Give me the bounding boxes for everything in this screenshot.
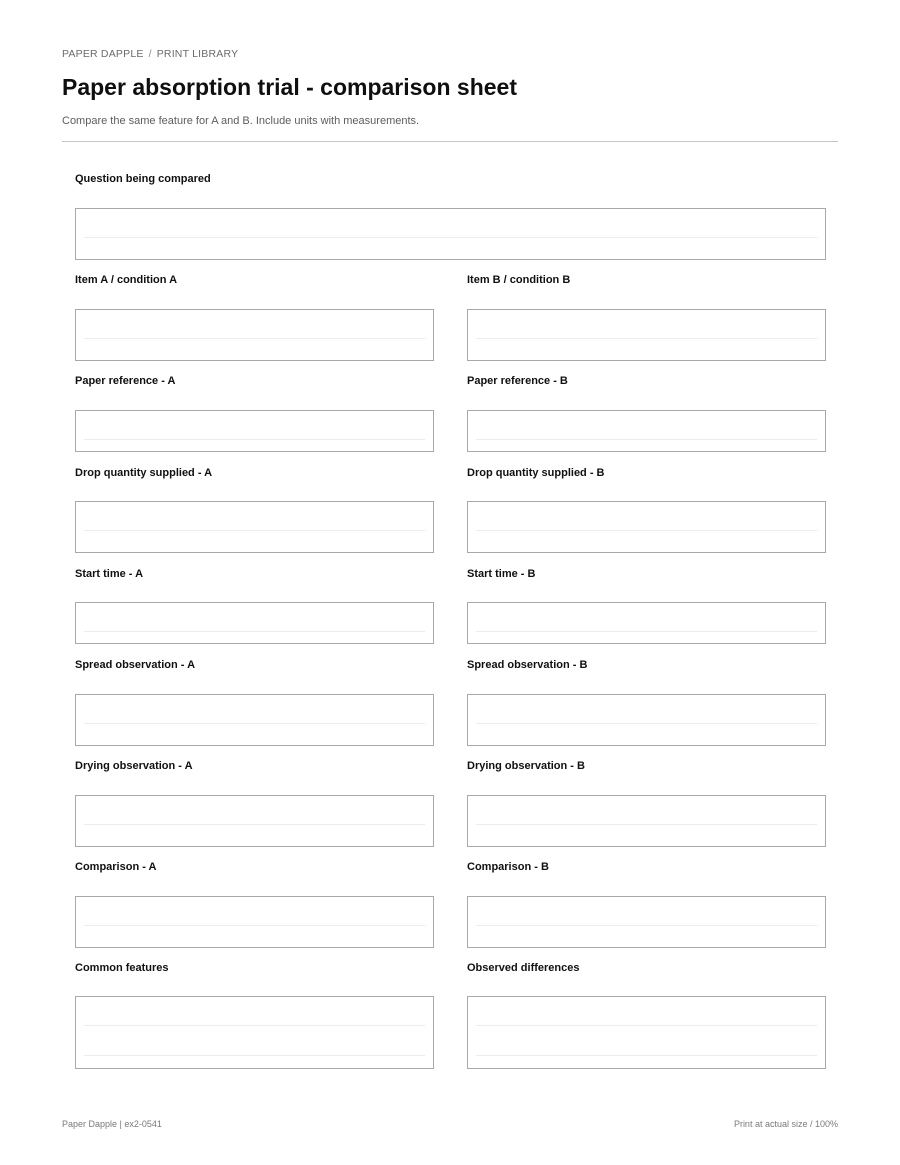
writing-line xyxy=(84,631,425,632)
comparison-a-label: Comparison - A xyxy=(75,861,157,873)
writing-line xyxy=(84,925,425,926)
paper-reference-a-label: Paper reference - A xyxy=(75,375,176,387)
drop-quantity-a-field[interactable] xyxy=(75,501,434,553)
breadcrumb xyxy=(62,48,238,60)
start-time-b-label: Start time - B xyxy=(467,568,536,580)
page-subtitle: Compare the same feature for A and B. Include units with measurements. xyxy=(62,115,420,127)
spread-observation-b-field[interactable] xyxy=(467,694,826,746)
observed-differences-field[interactable] xyxy=(467,996,826,1069)
writing-line xyxy=(84,824,425,825)
breadcrumb-separator: / xyxy=(148,48,152,60)
common-features-field[interactable] xyxy=(75,996,434,1069)
start-time-a-field[interactable] xyxy=(75,602,434,644)
writing-line xyxy=(476,338,817,339)
writing-line xyxy=(476,631,817,632)
writing-line xyxy=(476,925,817,926)
header-divider xyxy=(62,141,838,142)
spread-observation-a-label: Spread observation - A xyxy=(75,659,196,671)
spread-observation-a-field[interactable] xyxy=(75,694,434,746)
question-field[interactable] xyxy=(75,208,826,260)
paper-reference-b-field[interactable] xyxy=(467,410,826,452)
writing-line xyxy=(84,338,425,339)
item-a-field[interactable] xyxy=(75,309,434,361)
writing-line xyxy=(476,439,817,440)
paper-reference-a-field[interactable] xyxy=(75,410,434,452)
drying-observation-b-label: Drying observation - B xyxy=(467,760,585,772)
writing-line xyxy=(476,1055,817,1056)
breadcrumb-brand[interactable]: PAPER DAPPLE xyxy=(62,48,144,60)
writing-line xyxy=(84,237,817,238)
writing-line xyxy=(84,1055,425,1056)
drying-observation-a-label: Drying observation - A xyxy=(75,760,193,772)
item-b-label: Item B / condition B xyxy=(467,274,571,286)
comparison-b-field[interactable] xyxy=(467,896,826,948)
comparison-a-field[interactable] xyxy=(75,896,434,948)
writing-line xyxy=(84,530,425,531)
footer-print-note: Print at actual size / 100% xyxy=(733,1119,838,1129)
footer-id: Paper Dapple | ex2-0541 xyxy=(62,1119,162,1129)
breadcrumb-section[interactable]: PRINT LIBRARY xyxy=(156,48,239,60)
item-b-field[interactable] xyxy=(467,309,826,361)
page-title: Paper absorption trial - comparison sheet xyxy=(62,74,517,100)
drop-quantity-b-label: Drop quantity supplied - B xyxy=(467,467,605,479)
drop-quantity-a-label: Drop quantity supplied - A xyxy=(75,467,213,479)
spread-observation-b-label: Spread observation - B xyxy=(467,659,588,671)
writing-line xyxy=(476,723,817,724)
writing-line xyxy=(476,1025,817,1026)
paper-reference-b-label: Paper reference - B xyxy=(467,375,568,387)
writing-line xyxy=(84,439,425,440)
writing-line xyxy=(84,723,425,724)
drying-observation-a-field[interactable] xyxy=(75,795,434,847)
item-a-label: Item A / condition A xyxy=(75,274,178,286)
start-time-b-field[interactable] xyxy=(467,602,826,644)
writing-line xyxy=(84,1025,425,1026)
comparison-b-label: Comparison - B xyxy=(467,861,549,873)
drying-observation-b-field[interactable] xyxy=(467,795,826,847)
writing-line xyxy=(476,824,817,825)
common-features-label: Common features xyxy=(75,962,169,974)
drop-quantity-b-field[interactable] xyxy=(467,501,826,553)
question-label: Question being compared xyxy=(75,173,211,185)
start-time-a-label: Start time - A xyxy=(75,568,144,580)
observed-differences-label: Observed differences xyxy=(467,962,580,974)
writing-line xyxy=(476,530,817,531)
